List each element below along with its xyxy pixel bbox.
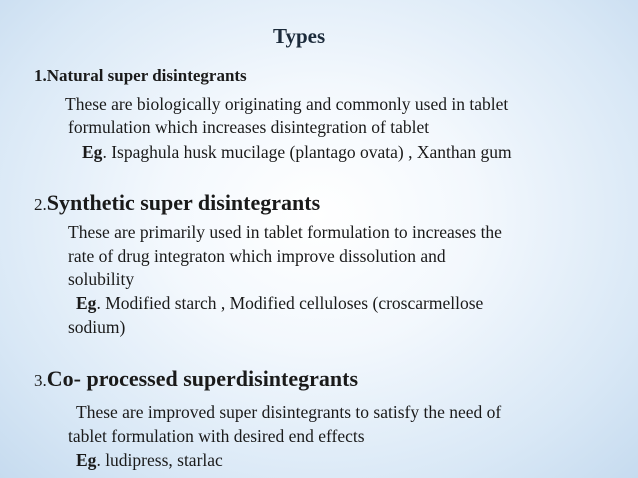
section-1-title: Natural super disintegrants (46, 66, 247, 85)
section-2-eg-text: . Modified starch , Modified celluloses (croscarmellose (96, 293, 484, 313)
section-1-number: 1. (34, 66, 47, 85)
section-1-heading (34, 64, 247, 87)
section-2-eg-label: Eg (76, 293, 97, 313)
section-2-description-line-1: These are primarily used in tablet formulation to increases the (68, 222, 502, 242)
section-2-number: 2. (34, 195, 47, 214)
section-3-example (76, 449, 223, 471)
section-3-number: 3. (34, 371, 47, 390)
section-3-description-line-1: These are improved super disintegrants to satisfy the need of (76, 402, 502, 422)
section-1-eg-label: Eg (82, 142, 103, 162)
section-2-example-line-2: sodium) (68, 317, 126, 337)
section-2-heading (34, 192, 320, 216)
section-2-description-line-3: solubility (68, 269, 135, 289)
section-1-example (82, 141, 512, 163)
section-1-description-line-1: These are biologically originating and commonly used in tablet (65, 94, 509, 114)
section-2-example (76, 292, 483, 314)
section-3-eg-label: Eg (76, 450, 97, 470)
slide-title: Types (273, 24, 326, 48)
section-3-eg-text: . ludipress, starlac (96, 450, 223, 470)
section-3-heading (34, 368, 358, 392)
section-2-description-line-2: rate of drug integraton which improve dissolution and (68, 246, 446, 266)
section-3-description-line-2: tablet formulation with desired end effects (68, 426, 365, 446)
section-1-description-line-2: formulation which increases disintegration of tablet (68, 117, 430, 137)
section-3-title: Co- processed superdisintegrants (46, 366, 359, 391)
section-1-eg-text: . Ispaghula husk mucilage (plantago ovata) , Xanthan gum (102, 142, 512, 162)
section-2-title: Synthetic super disintegrants (46, 190, 321, 215)
